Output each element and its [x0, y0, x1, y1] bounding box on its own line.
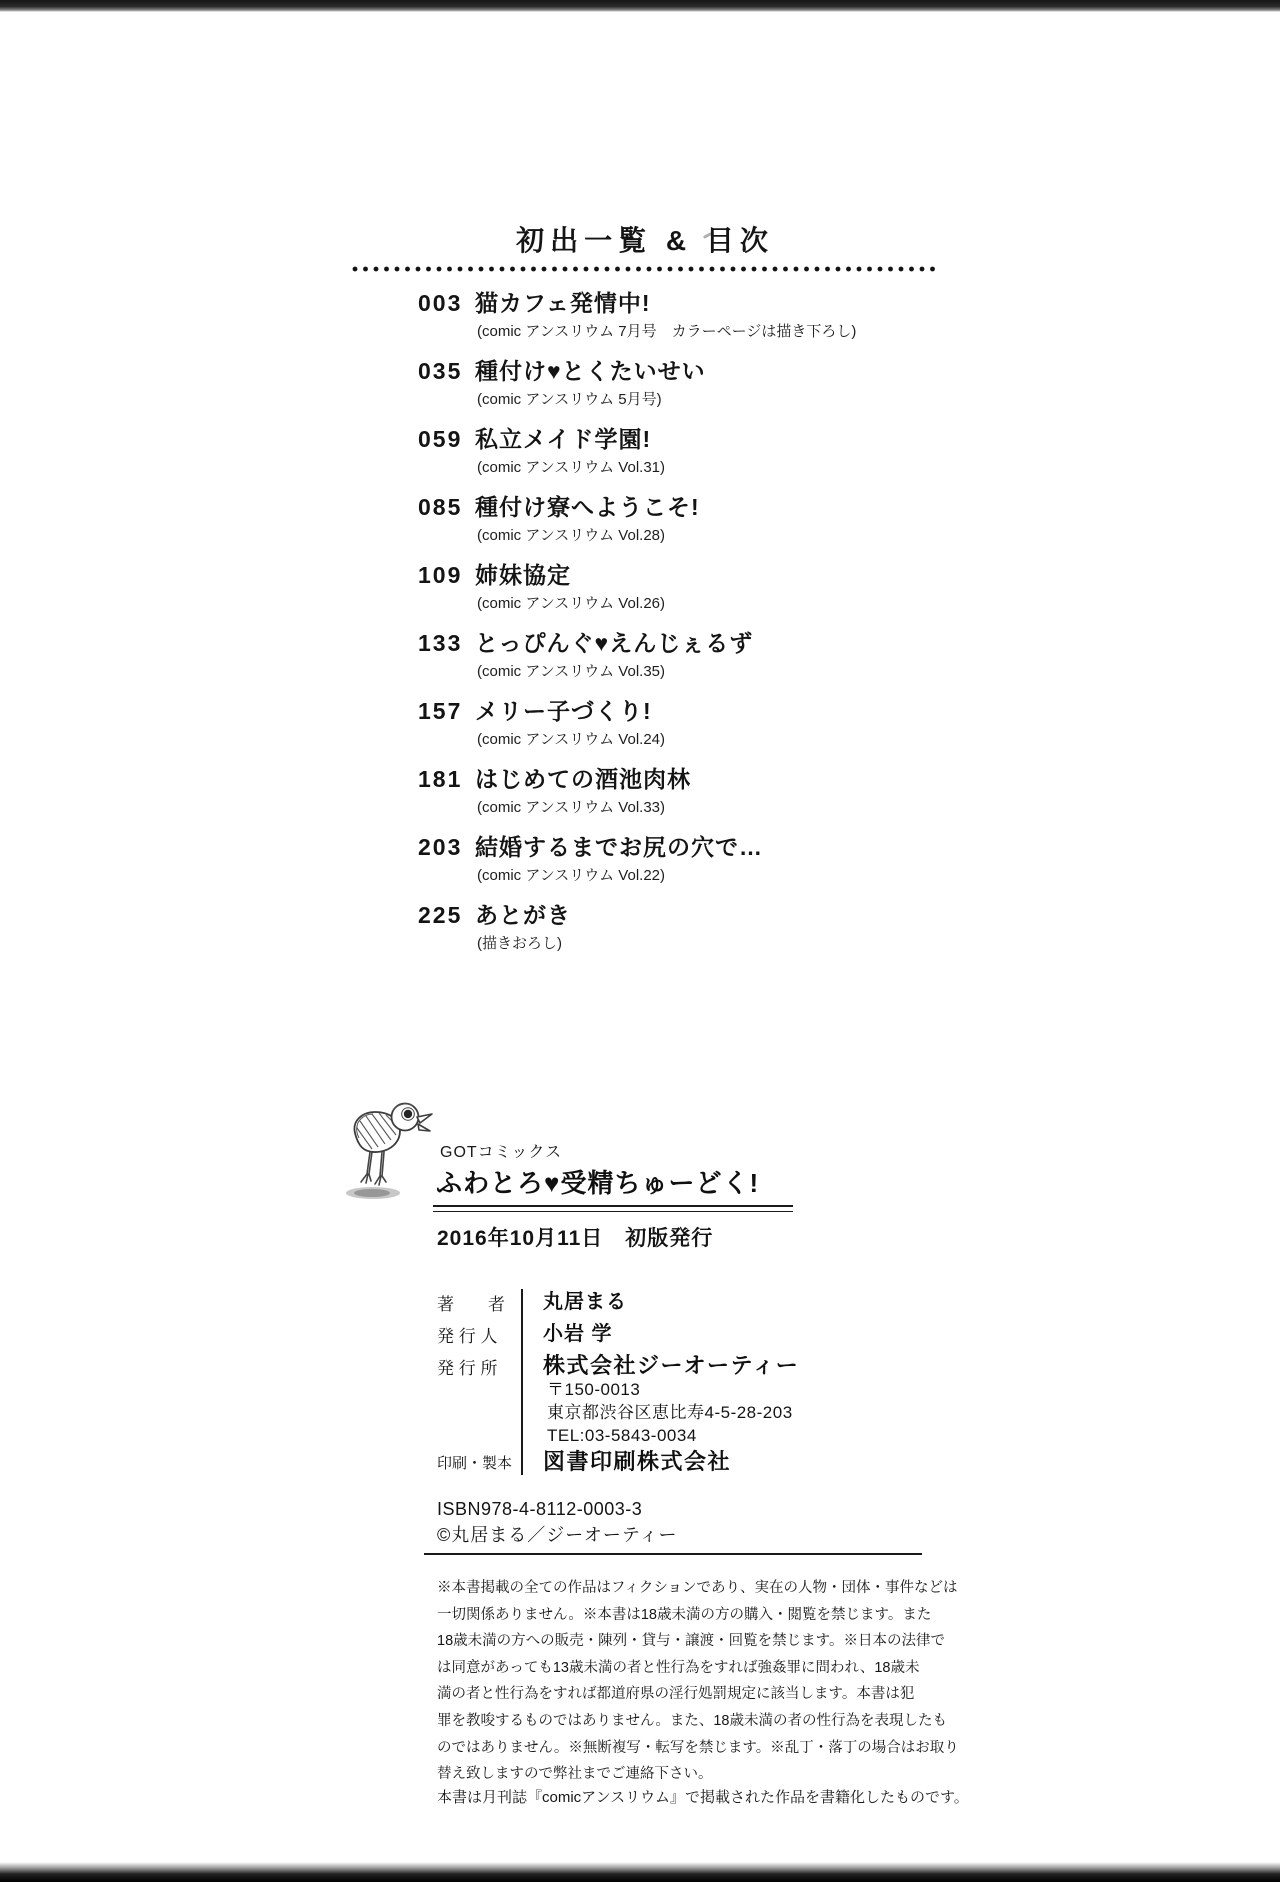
- credit-label: 著 者: [437, 1295, 505, 1314]
- toc-source: (描きおろし): [477, 935, 562, 952]
- credit-row-publisher-person: [437, 1318, 907, 1350]
- toc-entry: [418, 288, 978, 356]
- credits-table: [437, 1286, 907, 1382]
- disclaimer-line: は同意があっても13歳未満の者と性行為をすれば強姦罪に問われ、18歳未: [437, 1659, 920, 1676]
- toc-source: (comic アンスリウム Vol.31): [477, 459, 665, 476]
- toc-source: (comic アンスリウム Vol.26): [477, 595, 665, 612]
- copyright-line: ©丸居まる／ジーオーティー: [437, 1525, 678, 1545]
- toc-entry: [418, 900, 978, 968]
- toc-entry: [418, 764, 978, 832]
- toc-source: (comic アンスリウム Vol.35): [477, 663, 665, 680]
- credit-label: 印刷・製本: [437, 1455, 513, 1472]
- toc-page-number: 035: [418, 358, 463, 384]
- toc-chapter-title: とっぴんぐ♥えんじぇるず: [475, 630, 754, 656]
- toc-page-number: 181: [418, 766, 463, 792]
- toc-chapter-title: あとがき: [475, 902, 571, 928]
- edition-date: 2016年10月11日 初版発行: [437, 1227, 714, 1250]
- credit-row-author: [437, 1286, 907, 1318]
- credit-value-publisher-person: 小岩 学: [543, 1323, 613, 1345]
- toc-page-number: 157: [418, 698, 463, 724]
- disclaimer-line: 18歳未満の方への販売・陳列・貸与・譲渡・回覧を禁じます。※日本の法律で: [437, 1633, 945, 1650]
- toc-page-number: 003: [418, 290, 463, 316]
- title-double-rule: [433, 1205, 793, 1212]
- toc-chapter-title: はじめての酒池肉林: [475, 766, 691, 792]
- credit-value-printer: 図書印刷株式会社: [543, 1449, 732, 1474]
- toc-source: (comic アンスリウム 7月号 カラーページは描き下ろし): [477, 323, 857, 340]
- toc-entry: [418, 628, 978, 696]
- toc-chapter-title: 私立メイド学園!: [475, 426, 652, 452]
- toc-page-number: 059: [418, 426, 463, 452]
- disclaimer-line: ※本書掲載の全ての作品はフィクションであり、実在の人物・団体・事件などは: [437, 1580, 958, 1596]
- toc-source: (comic アンスリウム Vol.24): [477, 731, 665, 748]
- toc-chapter-title: 姉妹協定: [475, 562, 571, 588]
- toc-title: 初出一覧 & 目次: [516, 225, 774, 256]
- disclaimer-line: 一切関係ありません。※本書は18歳未満の方の購入・閲覧を禁じます。また: [437, 1606, 932, 1623]
- credit-label: 発 行 所: [437, 1359, 498, 1378]
- toc-dotted-divider: [352, 265, 940, 273]
- legal-disclaimer: [437, 1575, 959, 1788]
- toc-entry: [418, 356, 978, 424]
- toc-source: (comic アンスリウム Vol.28): [477, 527, 665, 544]
- toc-page-number: 225: [418, 902, 463, 928]
- toc-chapter-title: 結婚するまでお尻の穴で…: [475, 834, 763, 860]
- toc-source: (comic アンスリウム 5月号): [477, 391, 662, 408]
- credit-row-printer: [437, 1446, 907, 1478]
- serialization-note: 本書は月刊誌『comicアンスリウム』で掲載された作品を書籍化したものです。: [437, 1789, 969, 1806]
- toc-source: (comic アンスリウム Vol.22): [477, 867, 665, 884]
- toc-chapter-title: 種付け♥とくたいせい: [475, 358, 706, 384]
- toc-entry: [418, 832, 978, 900]
- disclaimer-line: 罪を教唆するものではありません。また、18歳未満の者の性行為を表現したも: [437, 1712, 947, 1729]
- scan-edge-top: [0, 0, 1280, 12]
- toc-entry: [418, 424, 978, 492]
- publisher-address: [547, 1378, 793, 1447]
- credit-value-author: 丸居まる: [543, 1291, 627, 1313]
- toc-page-number: 085: [418, 494, 463, 520]
- toc-list: [418, 288, 978, 968]
- disclaimer-line: のではありません。※無断複写・転写を禁じます。※乱丁・落丁の場合はお取り: [437, 1739, 959, 1756]
- toc-entry: [418, 696, 978, 764]
- bird-doodle-icon: [342, 1090, 442, 1202]
- toc-entry: [418, 560, 978, 628]
- toc-chapter-title: メリー子づくり!: [475, 698, 652, 724]
- postal-code: 〒150-0013: [547, 1380, 641, 1399]
- isbn: ISBN978-4-8112-0003-3: [437, 1499, 643, 1519]
- toc-page-number: 109: [418, 562, 463, 588]
- book-title: ふわとろ♥受精ちゅーどく!: [436, 1168, 760, 1198]
- toc-source: (comic アンスリウム Vol.33): [477, 799, 665, 816]
- phone-number: TEL:03-5843-0034: [547, 1426, 697, 1445]
- disclaimer-top-rule: [424, 1553, 922, 1555]
- scan-edge-bottom: [0, 1862, 1280, 1882]
- credit-value-publisher-company: 株式会社ジーオーティー: [543, 1353, 800, 1378]
- imprint-label: GOTコミックス: [440, 1144, 563, 1161]
- toc-page-number: 203: [418, 834, 463, 860]
- disclaimer-line: 替え致しますので弊社までご連絡下さい。: [437, 1766, 713, 1783]
- toc-chapter-title: 猫カフェ発情中!: [475, 290, 651, 316]
- credit-label: 発 行 人: [437, 1327, 498, 1346]
- toc-page-number: 133: [418, 630, 463, 656]
- toc-entry: [418, 492, 978, 560]
- street-address: 東京都渋谷区恵比寿4-5-28-203: [547, 1403, 793, 1422]
- toc-chapter-title: 種付け寮へようこそ!: [475, 494, 700, 520]
- disclaimer-line: 満の者と性行為をすれば都道府県の淫行処罰規定に該当します。本書は犯: [437, 1686, 915, 1703]
